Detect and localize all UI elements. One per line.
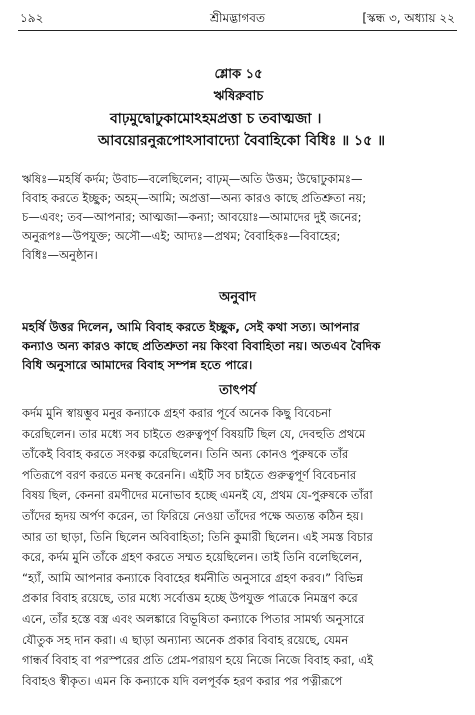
purport-line: এনে, তাঁর হস্তে বস্ত্র এবং অলঙ্কারে বিভূষিতা কন্যাকে পিতার সামর্থ্য অনুসারে (22, 611, 365, 626)
purport-line: গান্ধর্ব বিবাহ বা পরস্পরের প্রতি প্রেম-পরায়ণ হয়ে নিজে নিজে বিবাহ করা, এই (22, 653, 373, 668)
verse-line-2: আবয়োরনুরূপোঽসাবাদ্যো বৈবাহিকো বিধিঃ ॥ ১৫ ॥ (98, 133, 386, 149)
page-header (20, 6, 455, 32)
synonyms-line: ঋষিঃ—মহর্ষি কর্দম; উবাচ—বলেছিলেন; বাঢ়ম্—অতি উত্তম; উদ্বোঢুকামঃ— (22, 172, 363, 186)
header-divider (18, 30, 457, 31)
purport-line: যৌতুক সহ দান করা। এ ছাড়া অন্যান্য অনেক প্রকার বিবাহ রয়েছে, যেমন (22, 632, 349, 647)
purport-line: আর তা ছাড়া, তিনি ছিলেন অবিবাহিতা; তিনি কুমারী ছিলেন। এই সমস্ত বিচার (22, 529, 373, 544)
purport-line: করেছিলেন। তার মধ্যে সব চাইতে গুরুত্বপূর্ণ বিষয়টি ছিল যে, দেবহুতি প্রথমে (22, 426, 366, 441)
purport-line: প্রকার বিবাহ রয়েছে, তার মধ্যে সর্বোত্তম হচ্ছে উপযুক্ত পাত্রকে নিমন্ত্রণ করে (22, 591, 358, 606)
translation-line: মহর্ষি উত্তর দিলেন, আমি বিবাহ করতে ইচ্ছুক, সেই কথা সত্য। আপনার (22, 320, 360, 334)
purport-line: তাঁকেই বিবাহ করতে সংকল্প করেছিলেন। তিনি অন্য কোনও পুরুষকে তাঁর (22, 447, 349, 462)
synonyms-line: বিবাহ করতে ইচ্ছুক; অহম্—আমি; অপ্রত্তা—অন্য কারও কাছে প্রতিশ্রুতা নয়; (22, 191, 367, 205)
book-title: শ্রীমদ্ভাগবত (209, 11, 265, 25)
sloka-label: শ্লোক ১৫ (214, 67, 263, 82)
purport-block (22, 403, 455, 691)
purport-line: করে, কর্দম মুনি তাঁকে গ্রহণ করতে সম্মত হয়েছিলেন। তাই তিনি বলেছিলেন, (22, 550, 363, 565)
verse-line-1: বাঢ়মুদ্বোঢুকামোঽহমপ্রত্তা চ তবাত্মজা । (110, 111, 322, 127)
translation-line: কন্যাও অন্য কারও কাছে প্রতিশ্রুতা নয় কিংবা বিবাহিতা নয়। অতএব বৈদিক (22, 339, 381, 353)
purport-line: তাঁদের হৃদয় অর্পণ করেন, তা ফিরিয়ে নেওয়া তাঁদের পক্ষে অত্যন্ত কঠিন হয়। (22, 508, 364, 523)
translation-heading: অনুবাদ (219, 290, 256, 305)
verse-speaker: ঋষিরুবাচ (213, 89, 264, 104)
synonyms-line: অনুরূপঃ—উপযুক্ত; অসৌ—এই; আদ্যঃ—প্রথম; বৈবাহিকঃ—বিবাহের; (22, 229, 341, 243)
synonyms-block (22, 170, 455, 265)
purport-line: কর্দম মুনি স্বায়ম্ভুব মনুর কন্যাকে গ্রহণ করার পূর্বে অনেক কিছু বিবেচনা (22, 406, 332, 420)
section-reference: [স্কন্ধ ৩, অধ্যায় ২২ (362, 11, 455, 25)
verse-block (20, 64, 457, 152)
purport-line: বিবাহও স্বীকৃত। এমন কি কন্যাকে যদি বলপূর্বক হরণ করার পর পত্নীরূপে (22, 673, 343, 688)
page-number: ১৯২ (20, 11, 44, 25)
synonyms-line: বিধিঃ—অনুষ্ঠান। (22, 248, 98, 262)
purport-line: পতিরূপে বরণ করতে মনস্থ করেননি। এইটি সব চাইতে গুরুত্বপূর্ণ বিবেচনার (22, 467, 357, 482)
purport-line: “হ্যাঁ, আমি আপনার কন্যাকে বিবাহের ধর্মনীতি অনুসারে গ্রহণ করব।” বিভিন্ন (22, 570, 363, 585)
synonyms-line: চ—এবং; তব—আপনার; আত্মজা—কন্যা; আবয়োঃ—আমাদের দুই জনের; (22, 210, 362, 224)
purport-heading: তাৎপর্য (219, 383, 256, 398)
translation-line: বিধি অনুসারে আমাদের বিবাহ সম্পন্ন হতে পারে। (22, 358, 253, 372)
purport-line: বিষয় ছিল, কেননা রমণীদের মনোভাব হচ্ছে এমনই যে, প্রথম যে-পুরুষকে তাঁরা (22, 488, 373, 503)
translation-block (22, 318, 455, 375)
